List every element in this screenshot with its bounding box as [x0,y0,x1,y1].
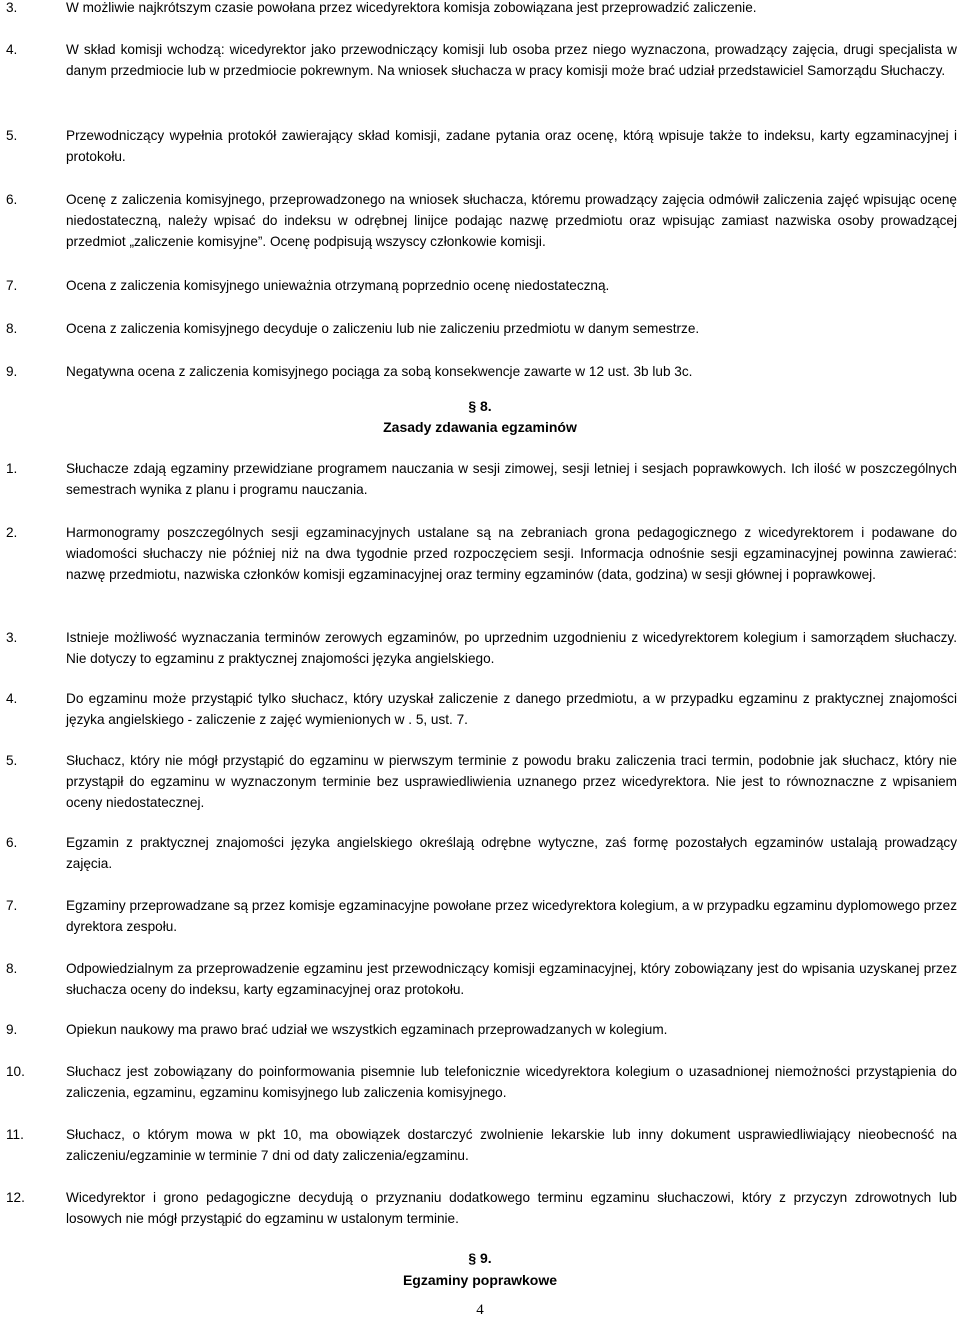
section-number: § 9. [468,1250,492,1266]
item-text: Słuchacz, o którym mowa w pkt 10, ma obowiązek dostarczyć zwolnienie lekarskie lub inny dokument usprawiedliwiający nieobecność na zaliczeniu/egzaminie w terminie 7 dni od daty zaliczenia/egzaminu. [66,1127,957,1163]
item-text: W możliwie najkrótszym czasie powołana przez wicedyrektora komisja zobowiązana jest przeprowadzić zaliczenie. [66,0,757,15]
item-number: 1. [6,461,18,476]
item-number: 8. [6,321,18,336]
item-number: 7. [6,278,18,293]
item-text: Egzaminy przeprowadzane są przez komisje egzaminacyjne powołane przez wicedyrektora kolegium, a w przypadku egzaminu dyplomowego przez dyrektora zespołu. [66,898,957,934]
list-item [6,522,957,585]
item-text: Harmonogramy poszczególnych sesji egzaminacyjnych ustalane są na zebraniach grona pedagogicznego z wicedyrektorem i podawane do wiadomości słuchaczy nie później niż na dwa tygodnie przed rozpoczęciem sesji. Informacja odnośnie sesji egzaminacyjnej powinna zawierać: nazwę przedmiotu, nazwiska członków komisji egzaminacyjnej oraz terminy egzaminów (data, godzina) w sesji głównej i poprawkowej. [66,525,957,582]
item-text: Ocenę z zaliczenia komisyjnego, przeprowadzonego na wniosek słuchacza, któremu prowadzący zajęcia odmówił zaliczenia zajęć wpisując ocenę niedostateczną, należy wpisać do indeksu w odrębnej linijce podając nazwę przedmiotu oraz wpisując zamiast nazwiska osoby prowadzącej przedmiot „zaliczenie komisyjne”. Ocenę podpisują wszyscy członkowie komisji. [66,192,957,249]
item-number: 11. [6,1127,24,1142]
item-number: 5. [6,128,18,143]
section-sign: § [468,398,480,414]
list-item [6,1019,957,1040]
item-number: 8. [6,961,18,976]
page-number: 4 [476,1302,484,1318]
list-item [6,39,957,81]
item-number: 4. [6,42,18,57]
item-number: 5. [6,753,18,768]
item-text: Ocena z zaliczenia komisyjnego unieważnia otrzymaną poprzednio ocenę niedostateczną. [66,278,610,293]
section-title: Egzaminy poprawkowe [402,1272,558,1288]
list-item [6,458,957,500]
item-number: 10. [6,1064,25,1079]
item-number: 7. [6,898,18,913]
list-item [6,958,957,1000]
list-item [6,895,957,937]
item-text: Słuchacz, który nie mógł przystąpić do egzaminu w pierwszym terminie z powodu braku zaliczenia traci termin, podobnie jak słuchacz, który nie przystąpił do egzaminu w wyznaczonym terminie bez usprawiedliwienia uznanego przez wicedyrektora. Nie jest to równoznaczne z wpisaniem oceny niedostatecznej. [66,753,957,810]
item-text: Egzamin z praktycznej znajomości języka angielskiego określają odrębne wytyczne, zaś formę pozostałych egzaminów ustalają prowadzący zajęcia. [66,835,957,871]
list-item [6,0,957,18]
list-item [6,318,957,339]
item-text: Odpowiedzialnym za przeprowadzenie egzaminu jest przewodniczący komisji egzaminacyjnej, który zobowiązany jest do wpisania uzyskanej przez słuchacza oceny do indeksu, karty egzaminacyjnej oraz protokołu. [66,961,957,997]
item-number: 3. [6,0,18,15]
item-number: 12. [6,1190,25,1205]
item-number: 9. [6,1022,18,1037]
item-number: 4. [6,691,18,706]
item-text: Negatywna ocena z zaliczenia komisyjnego pociąga za sobą konsekwencje zawarte w 12 ust. 3b lub 3c. [66,364,693,379]
list-item [6,627,957,669]
item-text: Ocena z zaliczenia komisyjnego decyduje o zaliczeniu lub nie zaliczeniu przedmiotu w danym semestrze. [66,321,700,336]
item-text: Do egzaminu może przystąpić tylko słuchacz, który uzyskał zaliczenie z danego przedmiotu, a w przypadku egzaminu z praktycznej znajomości języka angielskiego - zaliczenie z zajęć wymienionych w . 5, ust. 7. [66,691,957,727]
item-number: 2. [6,525,18,540]
item-number: 6. [6,192,18,207]
list-item [6,189,957,252]
item-number: 6. [6,835,18,850]
list-item [6,275,957,296]
item-text: Słuchacze zdają egzaminy przewidziane programem nauczania w sesji zimowej, sesji letniej i sesjach poprawkowych. Ich ilość w poszczególnych semestrach wynika z planu i programu nauczania. [66,461,957,497]
item-text: Istnieje możliwość wyznaczania terminów zerowych egzaminów, po uprzednim uzgodnieniu z wicedyrektorem kolegium i samorządem słuchaczy. Nie dotyczy to egzaminu z praktycznej znajomości języka angielskiego. [66,630,957,666]
list-item [6,361,957,382]
item-text: Przewodniczący wypełnia protokół zawierający skład komisji, zadane pytania oraz ocenę, którą wpisuje także to indeksu, karty egzaminacyjnej i protokołu. [66,128,957,164]
section-title: Zasady zdawania egzaminów [383,419,577,435]
item-text: Opiekun naukowy ma prawo brać udział we wszystkich egzaminach przeprowadzanych w kolegium. [66,1022,668,1037]
list-item [6,688,957,730]
list-item [6,750,957,813]
item-text: Słuchacz jest zobowiązany do poinformowania pisemnie lub telefonicznie wicedyrektora kolegium o uzasadnionej niemożności przystąpienia do zaliczenia, egzaminu, egzaminu komisyjnego lub zaliczenia komisyjnego. [66,1064,957,1100]
item-text: W skład komisji wchodzą: wicedyrektor jako przewodniczący komisji lub osoba przez niego wyznaczona, prowadzący zajęcia, drugi specjalista w danym przedmiocie lub w przedmiocie pokrewnym. Na wniosek słuchacza w pracy komisji może brać udział przedstawiciel Samorządu Słuchaczy. [66,42,957,78]
item-number: 3. [6,630,18,645]
list-item [6,832,957,874]
item-text: Wicedyrektor i grono pedagogiczne decydują o przyznaniu dodatkowego terminu egzaminu słuchaczowi, który z przyczyn zdrowotnych lub losowych nie mógł przystąpić do egzaminu w ustalonym terminie. [66,1190,957,1226]
section-number: § 8. [468,398,492,414]
item-number: 9. [6,364,18,379]
list-item [6,1187,957,1229]
list-item [6,125,957,167]
list-item [6,1124,957,1166]
section-sign: § [468,1250,480,1266]
list-item [6,1061,957,1103]
